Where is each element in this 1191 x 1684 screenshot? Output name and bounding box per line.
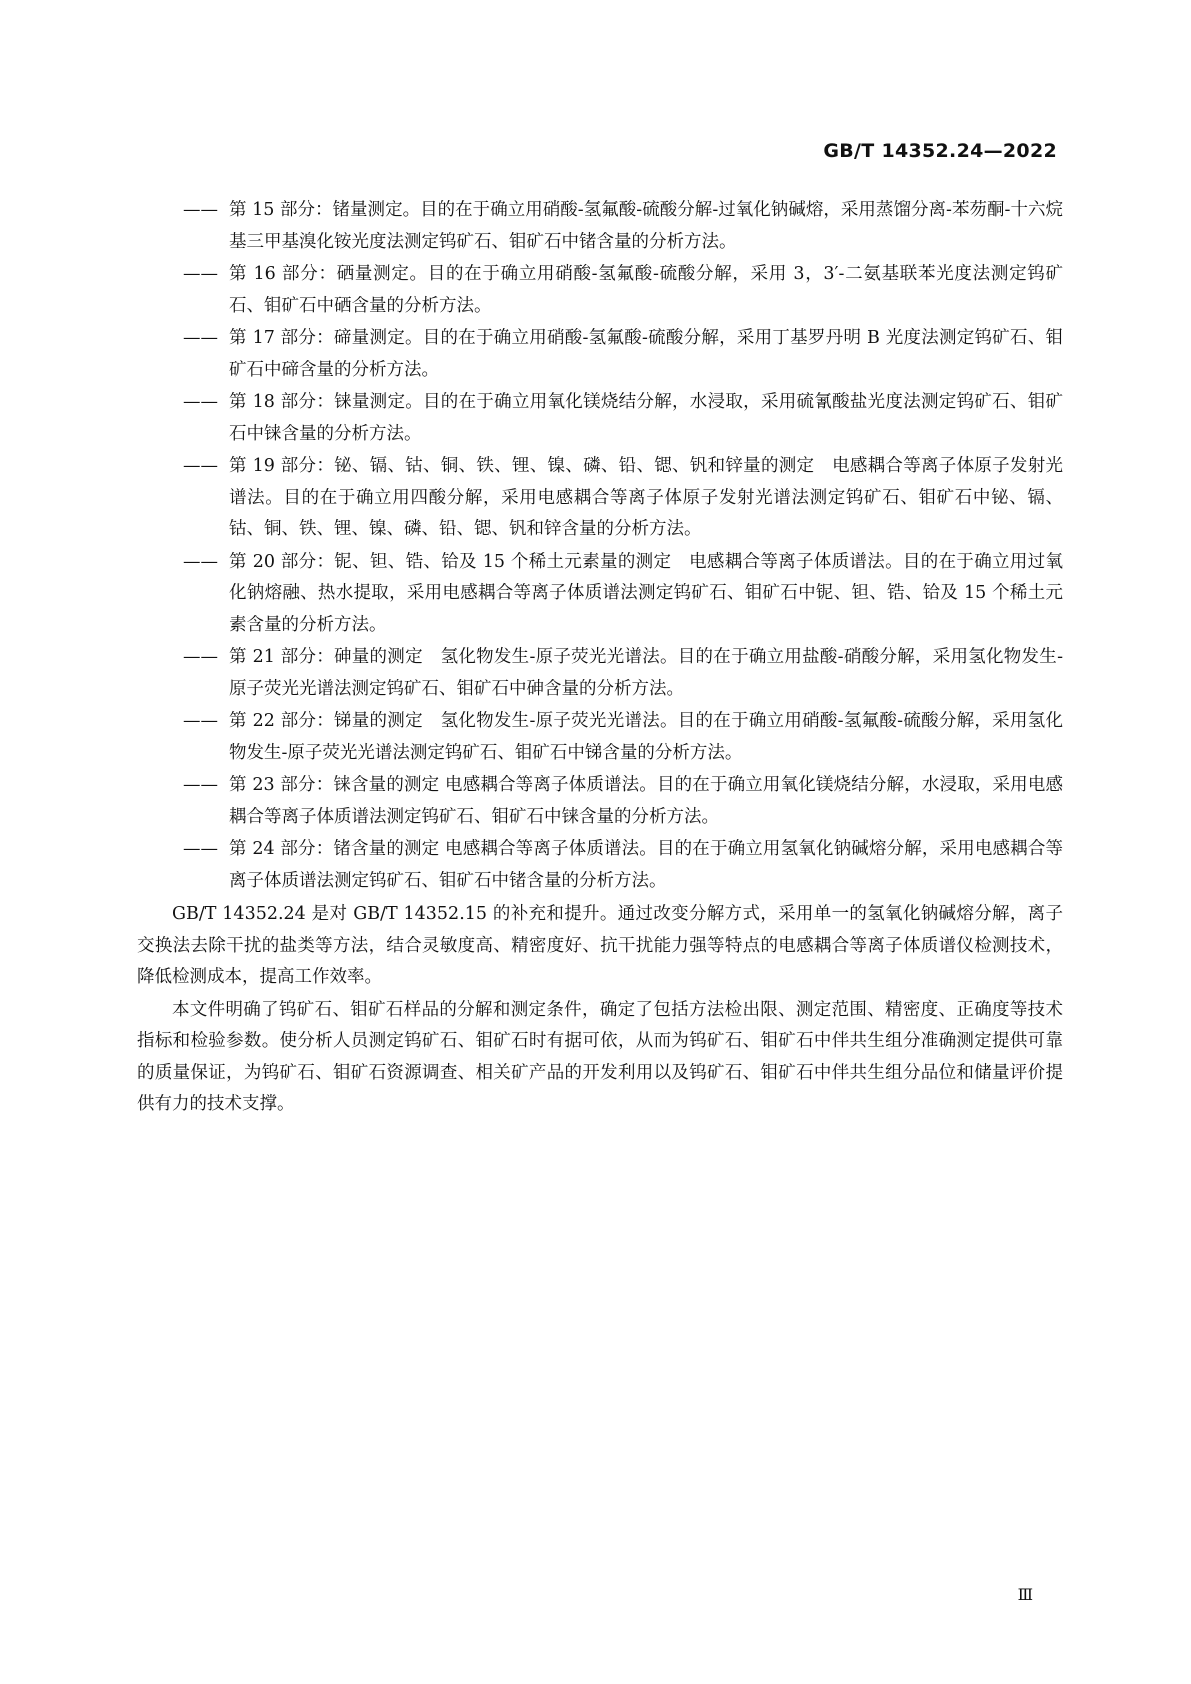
list-item-text: 第 20 部分：铌、钽、锆、铪及 15 个稀土元素量的测定 电感耦合等离子体质谱法。目的在于确立用过氧化钠熔融、热水提取，采用电感耦合等离子体质谱法测定钨矿石、钼矿石中铌、钽、锆、铪及 15 个稀土元素含量的分析方法。 <box>229 551 1063 635</box>
list-item <box>183 706 1063 769</box>
list-dash: —— <box>183 647 218 667</box>
list-item <box>183 770 1063 833</box>
list-item-text: 第 17 部分：碲量测定。目的在于确立用硝酸-氢氟酸-硫酸分解，采用丁基罗丹明 B 光度法测定钨矿石、钼矿石中碲含量的分析方法。 <box>229 328 1063 380</box>
list-item-text: 第 22 部分：锑量的测定 氢化物发生-原子荧光光谱法。目的在于确立用硝酸-氢氟酸-硫酸分解，采用氢化物发生-原子荧光光谱法测定钨矿石、钼矿石中锑含量的分析方法。 <box>229 711 1063 763</box>
list-item <box>183 387 1063 450</box>
list-item-text: 第 16 部分：硒量测定。目的在于确立用硝酸-氢氟酸-硫酸分解，采用 3，3′-二氨基联苯光度法测定钨矿石、钼矿石中硒含量的分析方法。 <box>229 264 1063 316</box>
list-item-text: 第 15 部分：锗量测定。目的在于确立用硝酸-氢氟酸-硫酸分解-过氧化钠碱熔，采用蒸馏分离-苯芴酮-十六烷基三甲基溴化铵光度法测定钨矿石、钼矿石中锗含量的分析方法。 <box>229 200 1063 252</box>
body-paragraph: GB/T 14352.24 是对 GB/T 14352.15 的补充和提升。通过改变分解方式，采用单一的氢氧化钠碱熔分解，离子交换法去除干扰的盐类等方法，结合灵敏度高、精密度好、抗干扰能力强等特点的电感耦合等离子体质谱仪检测技术，降低检测成本，提高工作效率。 <box>137 904 1063 987</box>
list-dash: —— <box>183 264 218 284</box>
list-item <box>183 547 1063 642</box>
list-item <box>183 834 1063 897</box>
page-number: Ⅲ <box>1017 1585 1033 1604</box>
list-item-text: 第 18 部分：铼量测定。目的在于确立用氧化镁烧结分解，水浸取，采用硫氰酸盐光度法测定钨矿石、钼矿石中铼含量的分析方法。 <box>229 392 1063 444</box>
list-dash: —— <box>183 328 218 348</box>
list-item <box>183 259 1063 322</box>
list-item <box>183 451 1063 546</box>
list-item <box>183 323 1063 386</box>
list-dash: —— <box>183 711 218 731</box>
list-dash: —— <box>183 456 218 476</box>
list-item-text: 第 23 部分：铼含量的测定 电感耦合等离子体质谱法。目的在于确立用氧化镁烧结分解，水浸取，采用电感耦合等离子体质谱法测定钨矿石、钼矿石中铼含量的分析方法。 <box>229 775 1063 827</box>
list-item-text: 第 24 部分：锗含量的测定 电感耦合等离子体质谱法。目的在于确立用氢氧化钠碱熔分解，采用电感耦合等离子体质谱法测定钨矿石、钼矿石中锗含量的分析方法。 <box>229 839 1063 891</box>
list-item <box>183 642 1063 705</box>
list-dash: —— <box>183 392 218 412</box>
list-dash: —— <box>183 839 218 859</box>
list-dash: —— <box>183 775 218 795</box>
list-item <box>183 195 1063 258</box>
body-paragraph: 本文件明确了钨矿石、钼矿石样品的分解和测定条件，确定了包括方法检出限、测定范围、精密度、正确度等技术指标和检验参数。使分析人员测定钨矿石、钼矿石时有据可依，从而为钨矿石、钼矿石中伴共生组分准确测定提供可靠的质量保证，为钨矿石、钼矿石资源调查、相关矿产品的开发利用以及钨矿石、钼矿石中伴共生组分品位和储量评价提供有力的技术支撑。 <box>137 999 1063 1114</box>
list-dash: —— <box>183 200 218 220</box>
standard-code: GB/T 14352.24—2022 <box>823 140 1057 162</box>
list-item-text: 第 21 部分：砷量的测定 氢化物发生-原子荧光光谱法。目的在于确立用盐酸-硝酸分解，采用氢化物发生-原子荧光光谱法测定钨矿石、钼矿石中砷含量的分析方法。 <box>229 647 1063 699</box>
document-body <box>137 195 1063 1121</box>
list-dash: —— <box>183 551 218 572</box>
list-item-text: 第 19 部分：铋、镉、钴、铜、铁、锂、镍、磷、铅、锶、钒和锌量的测定 电感耦合等离子体原子发射光谱法。目的在于确立用四酸分解，采用电感耦合等离子体原子发射光谱法测定钨矿石、钼矿石中铋、镉、钴、铜、铁、锂、镍、磷、铅、锶、钒和锌含量的分析方法。 <box>229 456 1063 539</box>
